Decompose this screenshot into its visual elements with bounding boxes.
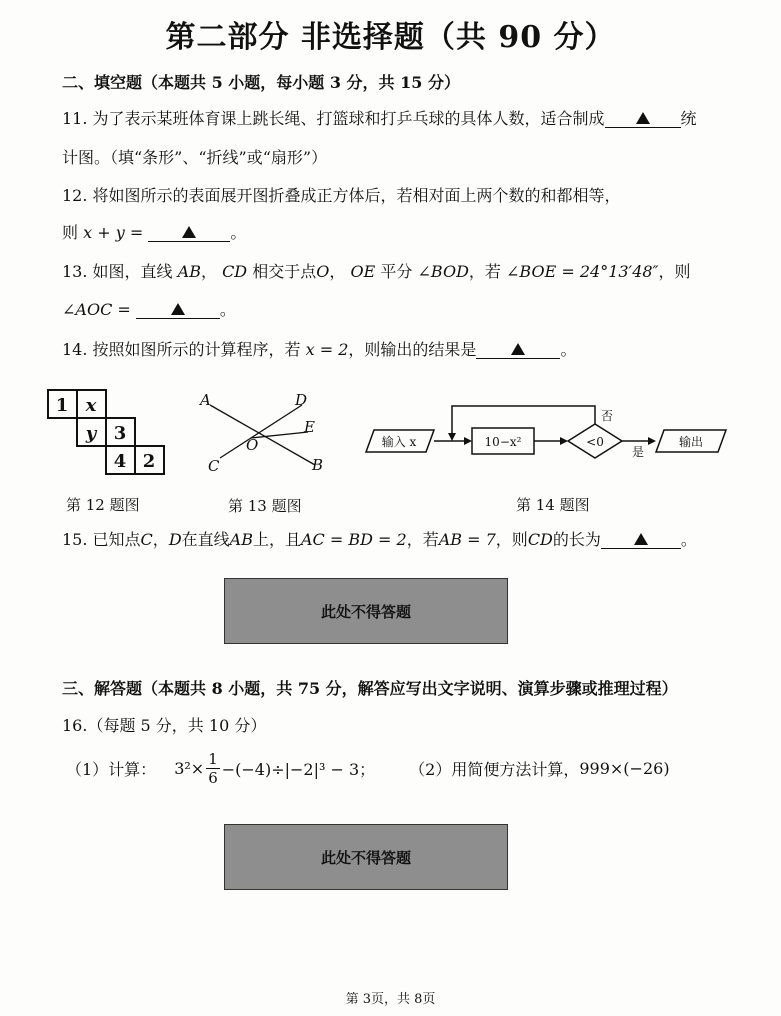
q15-d: D [168,530,182,549]
net-value-4: 4 [113,451,127,472]
q13-answer-blank[interactable] [136,300,220,319]
label-e: E [304,418,315,436]
condition-label: <0 [586,435,604,449]
input-label: 输入 x [381,435,417,449]
q13-mid1: 相交于点 [252,262,317,281]
question-11 [62,106,697,129]
fraction-numerator: 1 [208,749,218,768]
no-answer-zone: 此处不得答题 [224,578,508,644]
q14-post: 。 [560,340,577,359]
q16-p2-label: （2）用简便方法计算， [409,759,580,779]
q15-mid5: 的长为 [552,530,601,549]
q15-eq2: AB = 7 [438,530,496,549]
q16-p1-label: （1）计算： [66,759,157,779]
q12-line2 [62,220,246,243]
q13-mid2: ， [329,262,346,281]
net-value-1: 1 [55,395,69,416]
q16-p1-a: 3²× [174,758,205,778]
label-c: C [208,457,220,475]
triangle-icon [634,533,648,545]
net-value-2: 2 [142,451,156,472]
arrowhead [464,437,472,445]
q13-cd: CD [222,262,248,281]
q15-ab: AB [229,530,253,549]
arrowhead [448,433,456,441]
fig13-caption: 第 13 题图 [228,497,302,515]
q13-mid3: 平分 [380,262,413,281]
q14-answer-blank[interactable] [476,340,560,359]
q12-answer-blank[interactable] [148,223,230,242]
q15-answer-blank[interactable] [601,530,681,549]
q15-mid1: 在直线 [181,530,230,549]
section-3-header: 三、解答题（本题共 8 小题，共 75 分，解答应写出文字说明、演算步骤或推理过程） [62,679,678,698]
net-value-3: 3 [113,423,127,444]
arrowhead [648,437,656,445]
label-o: O [246,436,259,454]
question-14 [62,337,576,360]
question-12: 12. 将如图所示的表面展开图折叠成正方体后，若相对面上两个数的和都相等， [62,186,621,205]
q16-part1 [66,748,670,788]
q15-mid4: ，则 [495,530,528,549]
triangle-icon [636,112,650,124]
q15-eq1: AC = BD = 2 [300,530,407,549]
question-15 [62,527,697,550]
q16-fraction [206,750,220,787]
q13-pre: 13. 如图，直线 [62,262,173,281]
triangle-icon [171,303,185,315]
fig14-flowchart [366,406,726,458]
q13-boe: ∠BOE = 24°13′48″ [506,262,659,281]
q12-post: 。 [230,223,247,242]
q13-o: O [316,262,330,281]
q12-expr: x + y = [83,223,144,242]
q15-mid3: ，若 [406,530,439,549]
q12-pre: 则 [62,223,79,242]
q15-pre: 15. 已知点 [62,530,141,549]
q11-line2: 计图。（填“条形”、“折线”或“扇形”） [62,148,328,167]
fig12-caption: 第 12 题图 [66,496,140,514]
q13-line2 [62,297,236,320]
question-13 [62,259,691,282]
q14-mid: ，则输出的结果是 [348,340,477,359]
q13-post: 。 [219,300,236,319]
arrowhead [560,437,568,445]
q16-p1-b: −(−4)÷|−2|³ − 3； [221,759,376,779]
q15-mid2: 上，且 [252,530,301,549]
no-label: 否 [600,409,614,423]
triangle-icon [511,343,525,355]
figures-area [40,380,740,490]
q13-aoc: ∠AOC = [62,300,131,319]
fig13-lines [210,405,315,465]
compute-label: 10−x² [484,435,522,449]
q11-text: 11. 为了表示某班体育课上跳长绳、打篮球和打乒乓球的具体人数，适合制成 [62,109,605,128]
page-footer: 第 3页，共 8页 [345,992,436,1007]
fraction-denominator: 6 [208,768,218,787]
arrowheads [448,433,656,445]
loop-line [452,406,595,437]
fig14-caption: 第 14 题图 [516,496,590,514]
no-answer-zone: 此处不得答题 [224,824,508,890]
q16-p2-expr: 999×(−26) [579,758,670,778]
q13-mid5: ，则 [658,262,691,281]
q15-cd: CD [527,530,553,549]
line-ab [210,405,315,465]
q13-ab: AB [177,262,201,281]
page-title: 第二部分 非选择题（共 90 分） [165,20,616,55]
triangle-icon [182,226,196,238]
q13-bod: ∠BOD [417,262,469,281]
yes-label: 是 [631,445,645,459]
output-label: 输出 [678,435,704,449]
q14-cond: x = 2 [305,340,349,359]
q13-mid4: ，若 [468,262,501,281]
q15-post: 。 [680,530,697,549]
q14-pre: 14. 按照如图所示的计算程序，若 [62,340,301,359]
q11-answer-blank[interactable] [605,109,681,128]
net-value-y: y [85,423,97,444]
q11-tail: 统 [680,109,697,128]
net-value-x: x [85,395,97,416]
label-b: B [312,456,324,474]
q13-sep: ， [200,262,217,281]
label-a: A [200,391,211,409]
section-2-header: 二、填空题（本题共 5 小题，每小题 3 分，共 15 分） [62,73,460,92]
question-16: 16.（每题 5 分，共 10 分） [62,716,267,735]
label-d: D [295,391,308,409]
q15-c: C [140,530,153,549]
q13-oe: OE [350,262,376,281]
q15-sep: ， [152,530,169,549]
